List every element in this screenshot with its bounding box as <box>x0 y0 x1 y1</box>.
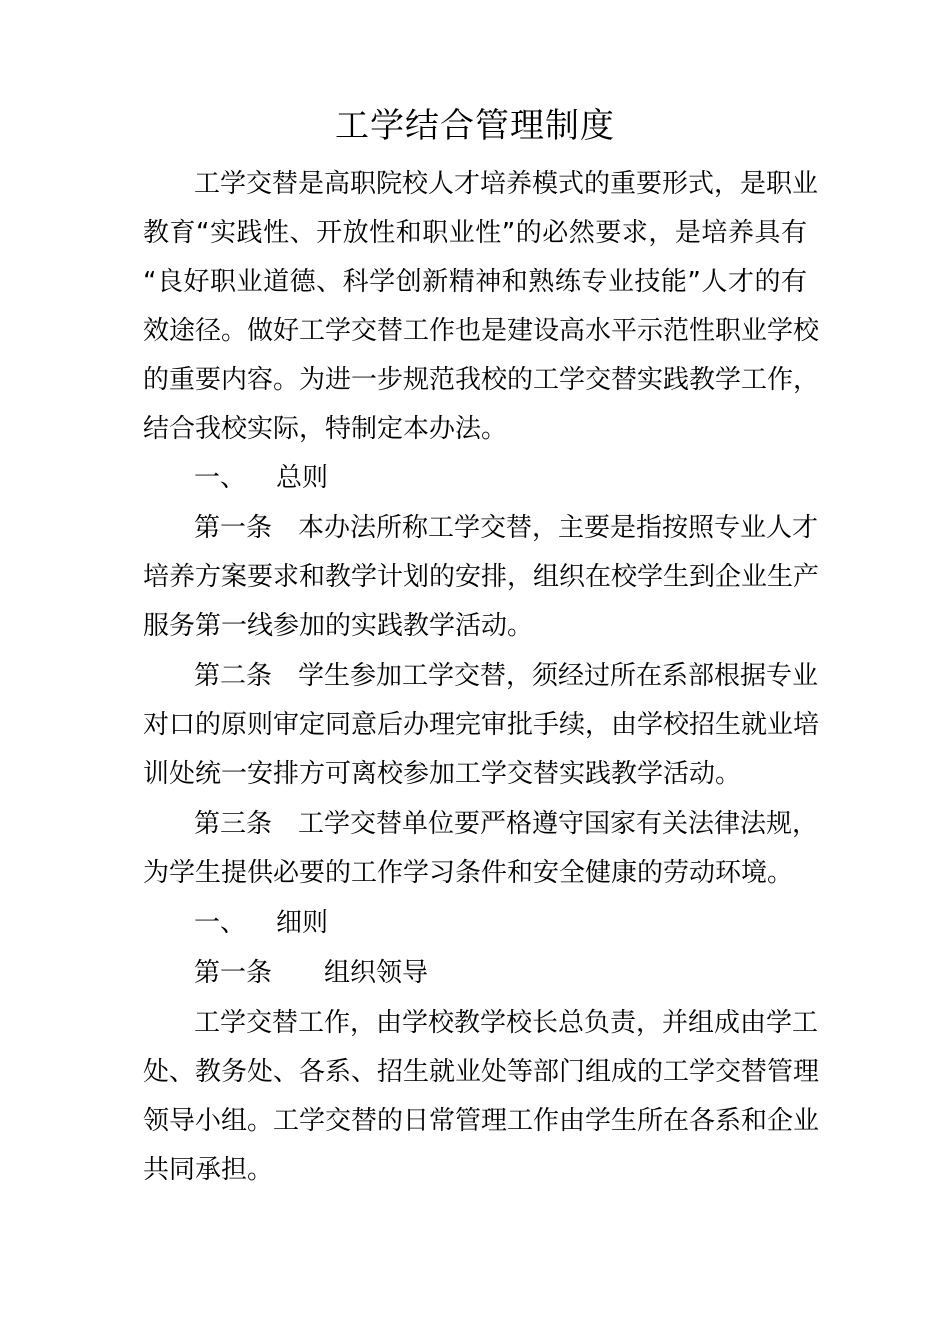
article-line: 为学生提供必要的工作学习条件和安全健康的劳动环境。 <box>143 858 794 888</box>
paragraph-line: 处、教务处、各系、招生就业处等部门组成的工学交替管理 <box>143 1057 820 1087</box>
paragraph-line: 领导小组。工学交替的日常管理工作由学生所在各系和企业 <box>143 1106 820 1136</box>
document-title: 工学结合管理制度 <box>335 106 615 146</box>
article-first-line <box>194 508 819 548</box>
article-line: 服务第一线参加的实践教学活动。 <box>143 611 534 641</box>
article-label: 第一条 <box>194 958 273 988</box>
article-first-line <box>194 656 818 696</box>
article-heading-organization <box>194 953 428 993</box>
section-title: 细则 <box>276 908 329 938</box>
paragraph-line: 工学交替工作，由学校教学校长总负责，并组成由学工 <box>194 1008 819 1038</box>
section-number: 一、 <box>194 463 247 493</box>
intro-line: “良好职业道德、科学创新精神和熟练专业技能”人才的有 <box>143 267 807 297</box>
section-title: 总则 <box>276 463 329 493</box>
article-label: 第二条 <box>194 661 273 691</box>
article-label: 第一条 <box>194 513 273 543</box>
intro-line: 的重要内容。为进一步规范我校的工学交替实践教学工作， <box>143 365 820 395</box>
intro-line: 教育“实践性、开放性和职业性”的必然要求，是培养具有 <box>143 218 807 248</box>
article-text: 本办法所称工学交替，主要是指按照专业人才 <box>298 513 819 543</box>
intro-line: 效途径。做好工学交替工作也是建设高水平示范性职业学校 <box>143 316 820 346</box>
paragraph-line: 共同承担。 <box>143 1155 274 1185</box>
article-line: 训处统一安排方可离校参加工学交替实践教学活动。 <box>143 759 742 789</box>
intro-line: 结合我校实际，特制定本办法。 <box>143 414 508 444</box>
article-title: 组织领导 <box>324 958 429 988</box>
article-label: 第三条 <box>194 809 273 839</box>
section-heading-details <box>194 903 328 943</box>
article-line: 培养方案要求和教学计划的安排，组织在校学生到企业生产 <box>143 562 820 592</box>
article-text: 学生参加工学交替，须经过所在系部根据专业 <box>298 661 819 691</box>
article-text: 工学交替单位要严格遵守国家有关法律法规， <box>298 809 819 839</box>
article-first-line <box>194 804 818 844</box>
intro-line: 工学交替是高职院校人才培养模式的重要形式，是职业 <box>194 169 819 199</box>
section-number: 一、 <box>194 908 247 938</box>
section-heading-general <box>194 458 328 498</box>
article-line: 对口的原则审定同意后办理完审批手续，由学校招生就业培 <box>143 710 820 740</box>
